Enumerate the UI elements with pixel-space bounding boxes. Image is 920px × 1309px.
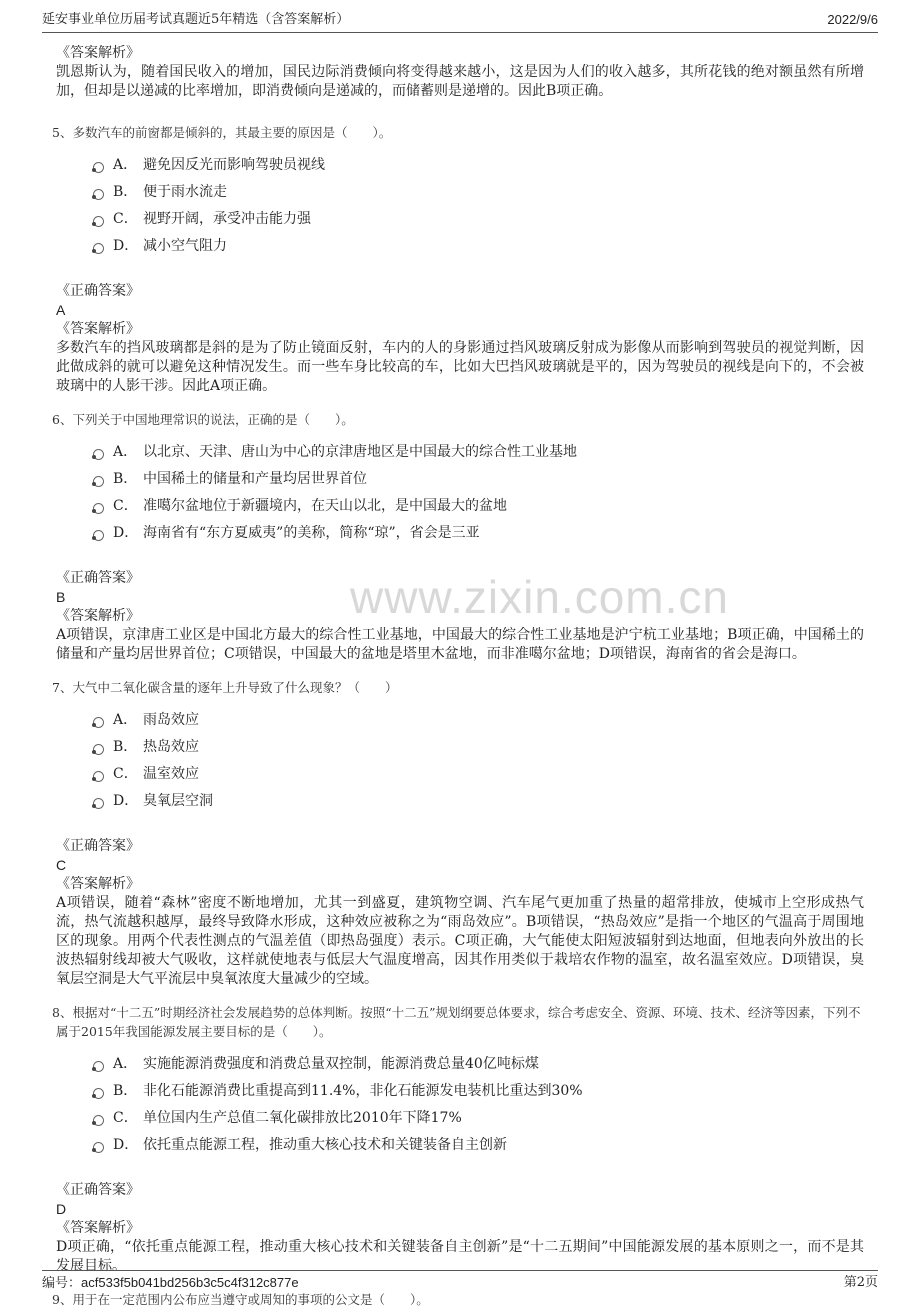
radio-icon[interactable] <box>93 1115 104 1126</box>
correct-answer: A <box>56 302 66 318</box>
option-d[interactable]: D． 减小空气阻力 <box>56 233 864 260</box>
option-text: 非化石能源消费比重提高到11.4%，非化石能源发电装机比重达到30% <box>143 1083 583 1099</box>
option-c[interactable]: C． 温室效应 <box>56 761 864 788</box>
radio-icon[interactable] <box>93 717 104 728</box>
radio-icon[interactable] <box>93 771 104 782</box>
code-label: 编号： <box>42 1276 82 1291</box>
option-b[interactable]: B． 中国稀土的储量和产量均居世界首位 <box>56 466 864 493</box>
correct-answer-label: 《正确答案》 <box>56 283 140 299</box>
option-b[interactable]: B． 非化石能源消费比重提高到11.4%，非化石能源发电装机比重达到30% <box>56 1078 864 1105</box>
radio-icon[interactable] <box>93 744 104 755</box>
code-value: acf533f5b041bd256b3c5c4f312c877e <box>81 1275 299 1290</box>
radio-icon[interactable] <box>93 798 104 809</box>
explanation-text: 多数汽车的挡风玻璃都是斜的是为了防止镜面反射，车内的人的身影通过挡风玻璃反射成为影像从而影响到驾驶员的视觉判断，因此做成斜的就可以避免这种情况发生。而一些车身比较高的车，比如大巴挡风玻璃就是平的，因为驾驶员的视线是向下的，不会被玻璃中的人影干涉。因此A项正确。 <box>56 340 864 394</box>
option-text: 单位国内生产总值二氧化碳排放比2010年下降17% <box>143 1110 462 1126</box>
correct-answer: B <box>56 589 66 605</box>
radio-icon[interactable] <box>93 189 104 200</box>
option-d[interactable]: D． 海南省有“东方夏威夷”的美称，简称“琼”，省会是三亚 <box>56 520 864 547</box>
option-a[interactable]: A． 以北京、天津、唐山为中心的京津唐地区是中国最大的综合性工业基地 <box>56 439 864 466</box>
question-6 <box>52 410 864 429</box>
option-a[interactable]: A． 雨岛效应 <box>56 707 864 734</box>
explanation-label: 《答案解析》 <box>56 608 140 624</box>
option-a[interactable]: A． 实施能源消费强度和消费总量双控制，能源消费总量40亿吨标煤 <box>56 1051 864 1078</box>
option-text: 便于雨水流走 <box>143 184 227 200</box>
explanation-text: 凯恩斯认为，随着国民收入的增加，国民边际消费倾向将变得越来越小，这是因为人们的收入越多，其所花钱的绝对额虽然有所增加，但却是以递减的比率增加，即消费倾向是递减的，而储蓄则是递增的。因此B项正确。 <box>56 64 864 99</box>
option-text: 臭氧层空洞 <box>143 793 213 809</box>
radio-icon[interactable] <box>93 1061 104 1072</box>
option-text: 热岛效应 <box>143 739 199 755</box>
document-date: 2022/9/6 <box>827 12 878 27</box>
option-d[interactable]: D． 依托重点能源工程，推动重大核心技术和关键装备自主创新 <box>56 1132 864 1159</box>
option-text: 实施能源消费强度和消费总量双控制，能源消费总量40亿吨标煤 <box>143 1056 539 1072</box>
radio-icon[interactable] <box>93 476 104 487</box>
radio-icon[interactable] <box>93 503 104 514</box>
explanation-label: 《答案解析》 <box>56 321 140 337</box>
explanation-label: 《答案解析》 <box>56 1220 140 1236</box>
radio-icon[interactable] <box>93 243 104 254</box>
question-8 <box>52 1003 864 1041</box>
correct-answer: D <box>56 1201 67 1217</box>
question-number: 5、 <box>52 125 73 140</box>
page-header <box>42 10 878 33</box>
option-d[interactable]: D． 臭氧层空洞 <box>56 788 864 815</box>
option-text: 准噶尔盆地位于新疆境内，在天山以北，是中国最大的盆地 <box>143 498 507 514</box>
radio-icon[interactable] <box>93 1088 104 1099</box>
explanation-text: A项错误，京津唐工业区是中国北方最大的综合性工业基地，中国最大的综合性工业基地是沪宁杭工业基地；B项正确，中国稀土的储量和产量均居世界首位；C项错误，中国最大的盆地是塔里木盆地，而非准噶尔盆地；D项错误，海南省的省会是海口。 <box>56 627 864 662</box>
question-number: 9、 <box>52 1292 73 1307</box>
option-b[interactable]: B． 便于雨水流走 <box>56 179 864 206</box>
option-text: 避免因反光而影响驾驶员视线 <box>143 157 325 173</box>
explanation-label: 《答案解析》 <box>56 876 140 892</box>
question-5 <box>52 123 864 142</box>
question-number: 6、 <box>52 412 73 427</box>
radio-icon[interactable] <box>93 162 104 173</box>
option-c[interactable]: C． 准噶尔盆地位于新疆境内，在天山以北，是中国最大的盆地 <box>56 493 864 520</box>
option-a[interactable]: A． 避免因反光而影响驾驶员视线 <box>56 152 864 179</box>
option-text: 减小空气阻力 <box>143 238 227 254</box>
option-text: 依托重点能源工程，推动重大核心技术和关键装备自主创新 <box>143 1137 507 1153</box>
option-text: 以北京、天津、唐山为中心的京津唐地区是中国最大的综合性工业基地 <box>143 444 577 460</box>
option-text: 温室效应 <box>143 766 199 782</box>
option-text: 雨岛效应 <box>143 712 199 728</box>
question-text: 下列关于中国地理常识的说法，正确的是（ ）。 <box>72 412 354 427</box>
correct-answer-label: 《正确答案》 <box>56 570 140 586</box>
radio-icon[interactable] <box>93 449 104 460</box>
option-c[interactable]: C． 视野开阔，承受冲击能力强 <box>56 206 864 233</box>
question-text: 根据对“十二五”时期经济社会发展趋势的总体判断。按照“十二五”规划纲要总体要求，综合考虑安全、资源、环境、技术、经济等因素，下列不属于2015年我国能源发展主要目标的是（ ）。 <box>56 1005 861 1039</box>
radio-icon[interactable] <box>93 216 104 227</box>
option-c[interactable]: C． 单位国内生产总值二氧化碳排放比2010年下降17% <box>56 1105 864 1132</box>
watermark: www.zixin.com.cn <box>350 571 729 623</box>
question-text: 大气中二氧化碳含量的逐年上升导致了什么现象？（ ） <box>72 680 398 695</box>
explanation-text: A项错误，随着“森林”密度不断地增加，尤其一到盛夏，建筑物空调、汽车尾气更加重了热量的超常排放，使城市上空形成热气流，热气流越积越厚，最终导致降水形成，这种效应被称之为“雨岛效应”。B项错误，“热岛效应”是指一个地区的气温高于周围地区的现象。用两个代表性测点的气温差值（即热岛强度）表示。C项正确，大气能使太阳短波辐射到达地面，但地表向外放出的长波热辐射线却被大气吸收，这样就使地表与低层大气温度增高，因其作用类似于栽培农作物的温室，故名温室效应。D项错误，臭氧层空洞是大气平流层中臭氧浓度大量减少的空域。 <box>56 895 864 987</box>
correct-answer: C <box>56 857 67 873</box>
correct-answer-label: 《正确答案》 <box>56 1182 140 1198</box>
document-title: 延安事业单位历届考试真题近5年精选（含答案解析） <box>42 12 350 27</box>
correct-answer-label: 《正确答案》 <box>56 838 140 854</box>
question-text: 多数汽车的前窗都是倾斜的，其最主要的原因是（ ）。 <box>72 125 392 140</box>
page-number: 第2页 <box>843 1275 878 1290</box>
question-7 <box>52 678 864 697</box>
option-b[interactable]: B． 热岛效应 <box>56 734 864 761</box>
document-body <box>52 44 864 1309</box>
question-number: 8、 <box>52 1005 73 1020</box>
radio-icon[interactable] <box>93 530 104 541</box>
page-footer <box>42 1270 878 1293</box>
question-text: 用于在一定范围内公布应当遵守或周知的事项的公文是（ ）。 <box>72 1292 429 1307</box>
question-number: 7、 <box>52 680 73 695</box>
option-text: 海南省有“东方夏威夷”的美称，简称“琼”，省会是三亚 <box>143 525 480 541</box>
explanation-label: 《答案解析》 <box>56 45 140 61</box>
option-text: 视野开阔，承受冲击能力强 <box>143 211 311 227</box>
explanation-text: D项正确，“依托重点能源工程，推动重大核心技术和关键装备自主创新”是“十二五期间”中国能源发展的基本原则之一，而不是其发展目标。 <box>56 1239 864 1274</box>
option-text: 中国稀土的储量和产量均居世界首位 <box>143 471 367 487</box>
document-code <box>42 1273 299 1294</box>
radio-icon[interactable] <box>93 1142 104 1153</box>
